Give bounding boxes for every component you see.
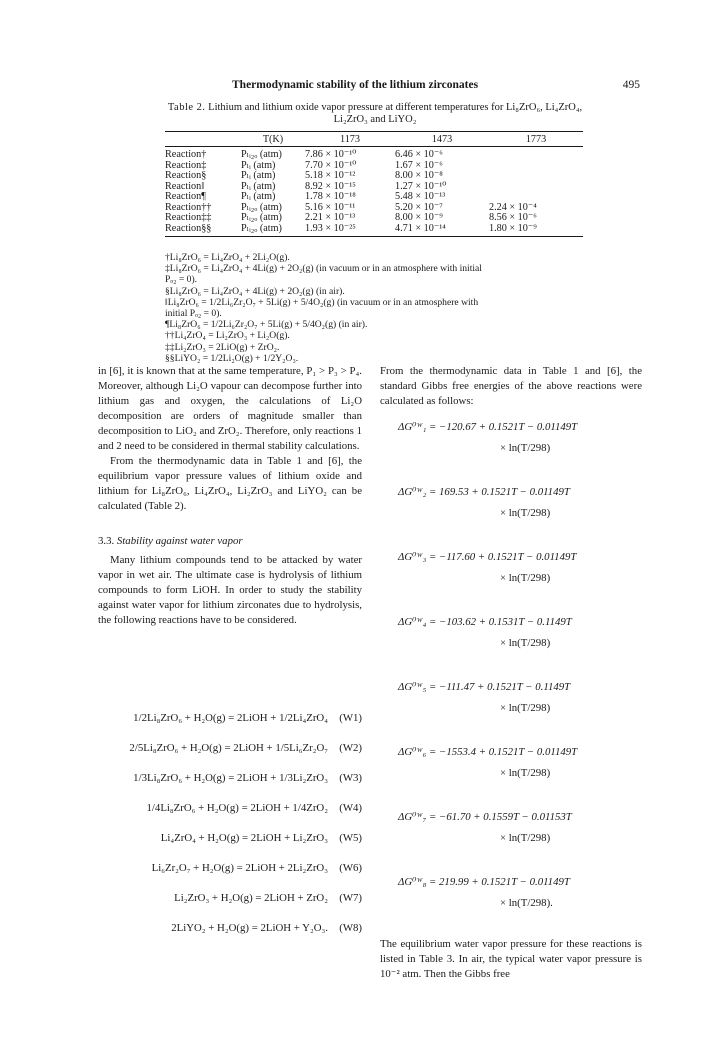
gibbs-equation-line: ΔG⁰ᵂ₈ = 219.99 + 0.1521T − 0.01149T <box>398 876 570 888</box>
gibbs-equation-continuation: × ln(T/298) <box>500 767 551 779</box>
reaction-equation <box>98 712 362 728</box>
gibbs-equation-continuation: × ln(T/298) <box>500 572 551 584</box>
header-temperature: T(K) <box>262 133 284 145</box>
reaction-formula: 1/2Li₈ZrO₆ + H₂O(g) = 2LiOH + 1/2Li₄ZrO₄ <box>133 712 328 724</box>
right-column-closing <box>380 937 642 982</box>
gibbs-equation-continuation: × ln(T/298) <box>500 637 551 649</box>
reaction-tag: (W6) <box>339 862 362 874</box>
gibbs-equation-continuation: × ln(T/298) <box>500 702 551 714</box>
reaction-tag: (W3) <box>339 772 362 784</box>
table-footnotes <box>165 252 595 364</box>
value-1473-cell: 5.48 × 10⁻¹³ <box>395 191 446 202</box>
closing-paragraph: The equilibrium water vapor pressure for these reactions is listed in Table 3. In air, the typical water vapor pressure is 10⁻² atm. Then the Gibbs free <box>380 938 642 980</box>
reaction-formula: 2/5Li₈ZrO₆ + H₂O(g) = 2LiOH + 1/5Li₆Zr₂O₇ <box>129 742 328 754</box>
table-row <box>165 213 583 224</box>
value-1173-cell: 2.21 × 10⁻¹³ <box>305 212 356 223</box>
running-title: Thermodynamic stability of the lithium zirconates <box>232 79 479 91</box>
footnote-line: ‡Li₈ZrO₆ = Li₄ZrO₄ + 4Li(g) + 2O₂(g) (in vacuum or in an atmosphere with initial <box>165 263 482 275</box>
value-1773-cell: 1.80 × 10⁻⁹ <box>489 222 537 234</box>
section-title: Stability against water vapor <box>116 535 243 547</box>
reaction-cell: Reaction† <box>165 149 207 160</box>
value-1473-cell: 8.00 × 10⁻⁸ <box>395 170 443 181</box>
reaction-equation <box>98 772 362 788</box>
reaction-cell: Reaction§ <box>165 170 207 181</box>
value-1173-cell: 7.70 × 10⁻¹⁰ <box>305 159 357 171</box>
header-blank <box>165 132 241 147</box>
pressure-cell: Pₗᵢ₂ₒ (atm) <box>241 222 282 234</box>
pressure-cell: Pₗᵢ₂ₒ (atm) <box>241 201 282 213</box>
table-row <box>165 224 583 237</box>
reaction-tag: (W4) <box>339 802 362 814</box>
header-1173: 1173 <box>340 133 360 145</box>
reaction-equation <box>98 802 362 818</box>
table-row <box>165 147 583 161</box>
reaction-cell: Reaction¶ <box>165 191 206 202</box>
pressure-cell: Pₗᵢ (atm) <box>241 180 276 192</box>
gibbs-equation-continuation: × ln(T/298) <box>500 832 551 844</box>
reaction-cell: Reaction‡ <box>165 159 207 171</box>
value-1473-cell: 8.00 × 10⁻⁹ <box>395 212 443 223</box>
value-1173-cell: 1.78 × 10⁻¹⁸ <box>305 191 356 202</box>
table-caption <box>165 102 585 126</box>
reaction-formula: 2LiYO₂ + H₂O(g) = 2LiOH + Y₂O₃. <box>171 922 328 934</box>
value-1773-cell: 8.56 × 10⁻⁶ <box>489 212 537 223</box>
reaction-tag: (W5) <box>339 832 362 844</box>
table-row <box>165 171 583 182</box>
pressure-cell: Pₗᵢ₂ₒ (atm) <box>241 149 282 160</box>
gibbs-equation-line: ΔG⁰ᵂ₂ = 169.53 + 0.1521T − 0.01149T <box>398 486 570 498</box>
right-column <box>380 364 642 409</box>
section-heading <box>98 534 362 549</box>
gibbs-equation-line: ΔG⁰ᵂ₅ = −111.47 + 0.1521T − 0.1149T <box>398 681 571 693</box>
value-1473-cell: 6.46 × 10⁻⁶ <box>395 149 443 160</box>
footnote-line: ‡‡Li₂ZrO₃ = 2LiO(g) + ZrO₂. <box>165 341 280 353</box>
footnote-line: ‖Li₈ZrO₆ = 1/2Li₆Zr₂O₇ + 5Li(g) + 5/4O₂(g) (in vacuum or in an atmosphere with <box>165 296 479 308</box>
reaction-cell: Reaction‖ <box>165 180 205 192</box>
gibbs-equation-continuation: × ln(T/298) <box>500 442 551 454</box>
reaction-equation <box>98 832 362 848</box>
vapor-pressure-table <box>165 131 583 237</box>
value-1473-cell: 4.71 × 10⁻¹⁴ <box>395 222 446 234</box>
gibbs-equation-continuation: × ln(T/298). <box>500 897 553 909</box>
table-row <box>165 182 583 193</box>
reaction-formula: Li₂ZrO₃ + H₂O(g) = 2LiOH + ZrO₂ <box>174 892 328 904</box>
footnote-line: Pₒ₂ = 0). <box>165 274 198 286</box>
pressure-cell: Pₗᵢ (atm) <box>241 191 276 202</box>
footnote-line: ††Li₄ZrO₄ = Li₂ZrO₃ + Li₂O(g). <box>165 330 290 342</box>
value-1473-cell: 5.20 × 10⁻⁷ <box>395 201 443 213</box>
footnote-line: †Li₈ZrO₆ = Li₄ZrO₄ + 2Li₂O(g). <box>165 252 290 263</box>
footnote-line: initial Pₒ₂ = 0). <box>165 308 222 320</box>
footnote-line: ¶Li₈ZrO₆ = 1/2Li₆Zr₂O₇ + 5Li(g) + 5/4O₂(g) (in air). <box>165 319 368 331</box>
reaction-equation <box>98 742 362 758</box>
reaction-formula: Li₄ZrO₄ + H₂O(g) = 2LiOH + Li₂ZrO₃ <box>160 832 328 844</box>
pressure-cell: Pₗᵢ (atm) <box>241 170 276 181</box>
gibbs-equation-line: ΔG⁰ᵂ₁ = −120.67 + 0.1521T − 0.01149T <box>398 421 578 433</box>
reaction-tag: (W7) <box>339 892 362 904</box>
table-header-row <box>165 132 583 147</box>
footnote-line: §Li₈ZrO₆ = Li₄ZrO₄ + 4Li(g) + 2O₂(g) (in air). <box>165 285 345 297</box>
footnote-line: §§LiYO₂ = 1/2Li₂O(g) + 1/2Y₂O₃. <box>165 352 299 364</box>
value-1473-cell: 1.27 × 10⁻¹⁰ <box>395 180 447 192</box>
reaction-cell: Reaction§§ <box>165 222 212 234</box>
pressure-cell: Pₗᵢ (atm) <box>241 159 276 171</box>
value-1173-cell: 5.16 × 10⁻¹¹ <box>305 201 356 213</box>
reaction-tag: (W2) <box>339 742 362 754</box>
value-1773-cell <box>489 192 583 203</box>
value-1773-cell: 2.24 × 10⁻⁴ <box>489 201 537 213</box>
page-number: 495 <box>622 79 640 91</box>
gibbs-equation-line: ΔG⁰ᵂ₃ = −117.60 + 0.1521T − 0.01149T <box>398 551 577 563</box>
left-column <box>98 364 362 628</box>
paragraph-1: in [6], it is known that at the same temperature, P₁ > P₃ > P₄. Moreover, although Li₂O vapour can decompose further into lithium gas and oxygen, the calculations of Li₂O decomposition are orders of magnitude smaller than decomposition to LiO₂ and ZrO₂. Therefore, only reactions 1 and 2 need to be considered in thermal stability calculations. <box>98 365 362 452</box>
reaction-formula: 1/3Li₈ZrO₆ + H₂O(g) = 2LiOH + 1/3Li₂ZrO₃ <box>133 772 328 784</box>
value-1173-cell: 8.92 × 10⁻¹⁵ <box>305 180 356 192</box>
header-1773: 1773 <box>525 133 547 145</box>
reaction-equation <box>98 922 362 938</box>
value-1173-cell: 7.86 × 10⁻¹⁰ <box>305 149 357 160</box>
reaction-cell: Reaction†† <box>165 201 212 213</box>
paragraph-2: From the thermodynamic data in Table 1 and [6], the equilibrium vapor pressure values of lithium oxide and lithium for Li₈ZrO₆, Li₄ZrO₄, Li₂ZrO₃ and LiYO₂ can be calculated (Table 2). <box>98 455 362 512</box>
gibbs-intro: From the thermodynamic data in Table 1 and [6], the standard Gibbs free energies of the above reactions were calculated as follows: <box>380 365 642 407</box>
reaction-tag: (W8) <box>339 922 362 934</box>
reaction-equation <box>98 892 362 908</box>
reaction-cell: Reaction‡‡ <box>165 212 212 223</box>
reaction-equation <box>98 862 362 878</box>
value-1173-cell: 1.93 × 10⁻²⁵ <box>305 222 356 234</box>
table-row <box>165 192 583 203</box>
value-1773-cell <box>489 147 583 161</box>
table-label: Table 2. <box>167 102 206 113</box>
gibbs-equation-line: ΔG⁰ᵂ₄ = −103.62 + 0.1531T − 0.1149T <box>398 616 572 628</box>
value-1773-cell <box>489 161 583 172</box>
value-1773-cell <box>489 182 583 193</box>
reaction-tag: (W1) <box>339 712 362 724</box>
reaction-formula: Li₆Zr₂O₇ + H₂O(g) = 2LiOH + 2Li₂ZrO₃ <box>151 862 328 874</box>
pressure-cell: Pₗᵢ₂ₒ (atm) <box>241 212 282 223</box>
value-1473-cell: 1.67 × 10⁻⁶ <box>395 159 443 171</box>
table-row <box>165 161 583 172</box>
paragraph-3: Many lithium compounds tend to be attacked by water vapor in wet air. The ultimate case is hydrolysis of lithium compounds to form LiOH. In order to study the stability against water vapor for lithium zirconates due to hydrolysis, the following reactions have to be considered. <box>98 554 362 626</box>
gibbs-equation-line: ΔG⁰ᵂ₆ = −1553.4 + 0.1521T − 0.01149T <box>398 746 578 758</box>
section-number: 3.3. <box>98 535 115 547</box>
header-1473: 1473 <box>431 133 453 145</box>
reaction-formula: 1/4Li₈ZrO₆ + H₂O(g) = 2LiOH + 1/4ZrO₂ <box>146 802 328 814</box>
value-1773-cell <box>489 171 583 182</box>
table-caption-text: Lithium and lithium oxide vapor pressure at different temperatures for Li₈ZrO₆, Li₄ZrO₄, Li₂ZrO₃ and LiYO₂ <box>208 102 583 125</box>
gibbs-equation-line: ΔG⁰ᵂ₇ = −61.70 + 0.1559T − 0.01153T <box>398 811 572 823</box>
value-1173-cell: 5.18 × 10⁻¹² <box>305 170 356 181</box>
gibbs-equation-continuation: × ln(T/298) <box>500 507 551 519</box>
